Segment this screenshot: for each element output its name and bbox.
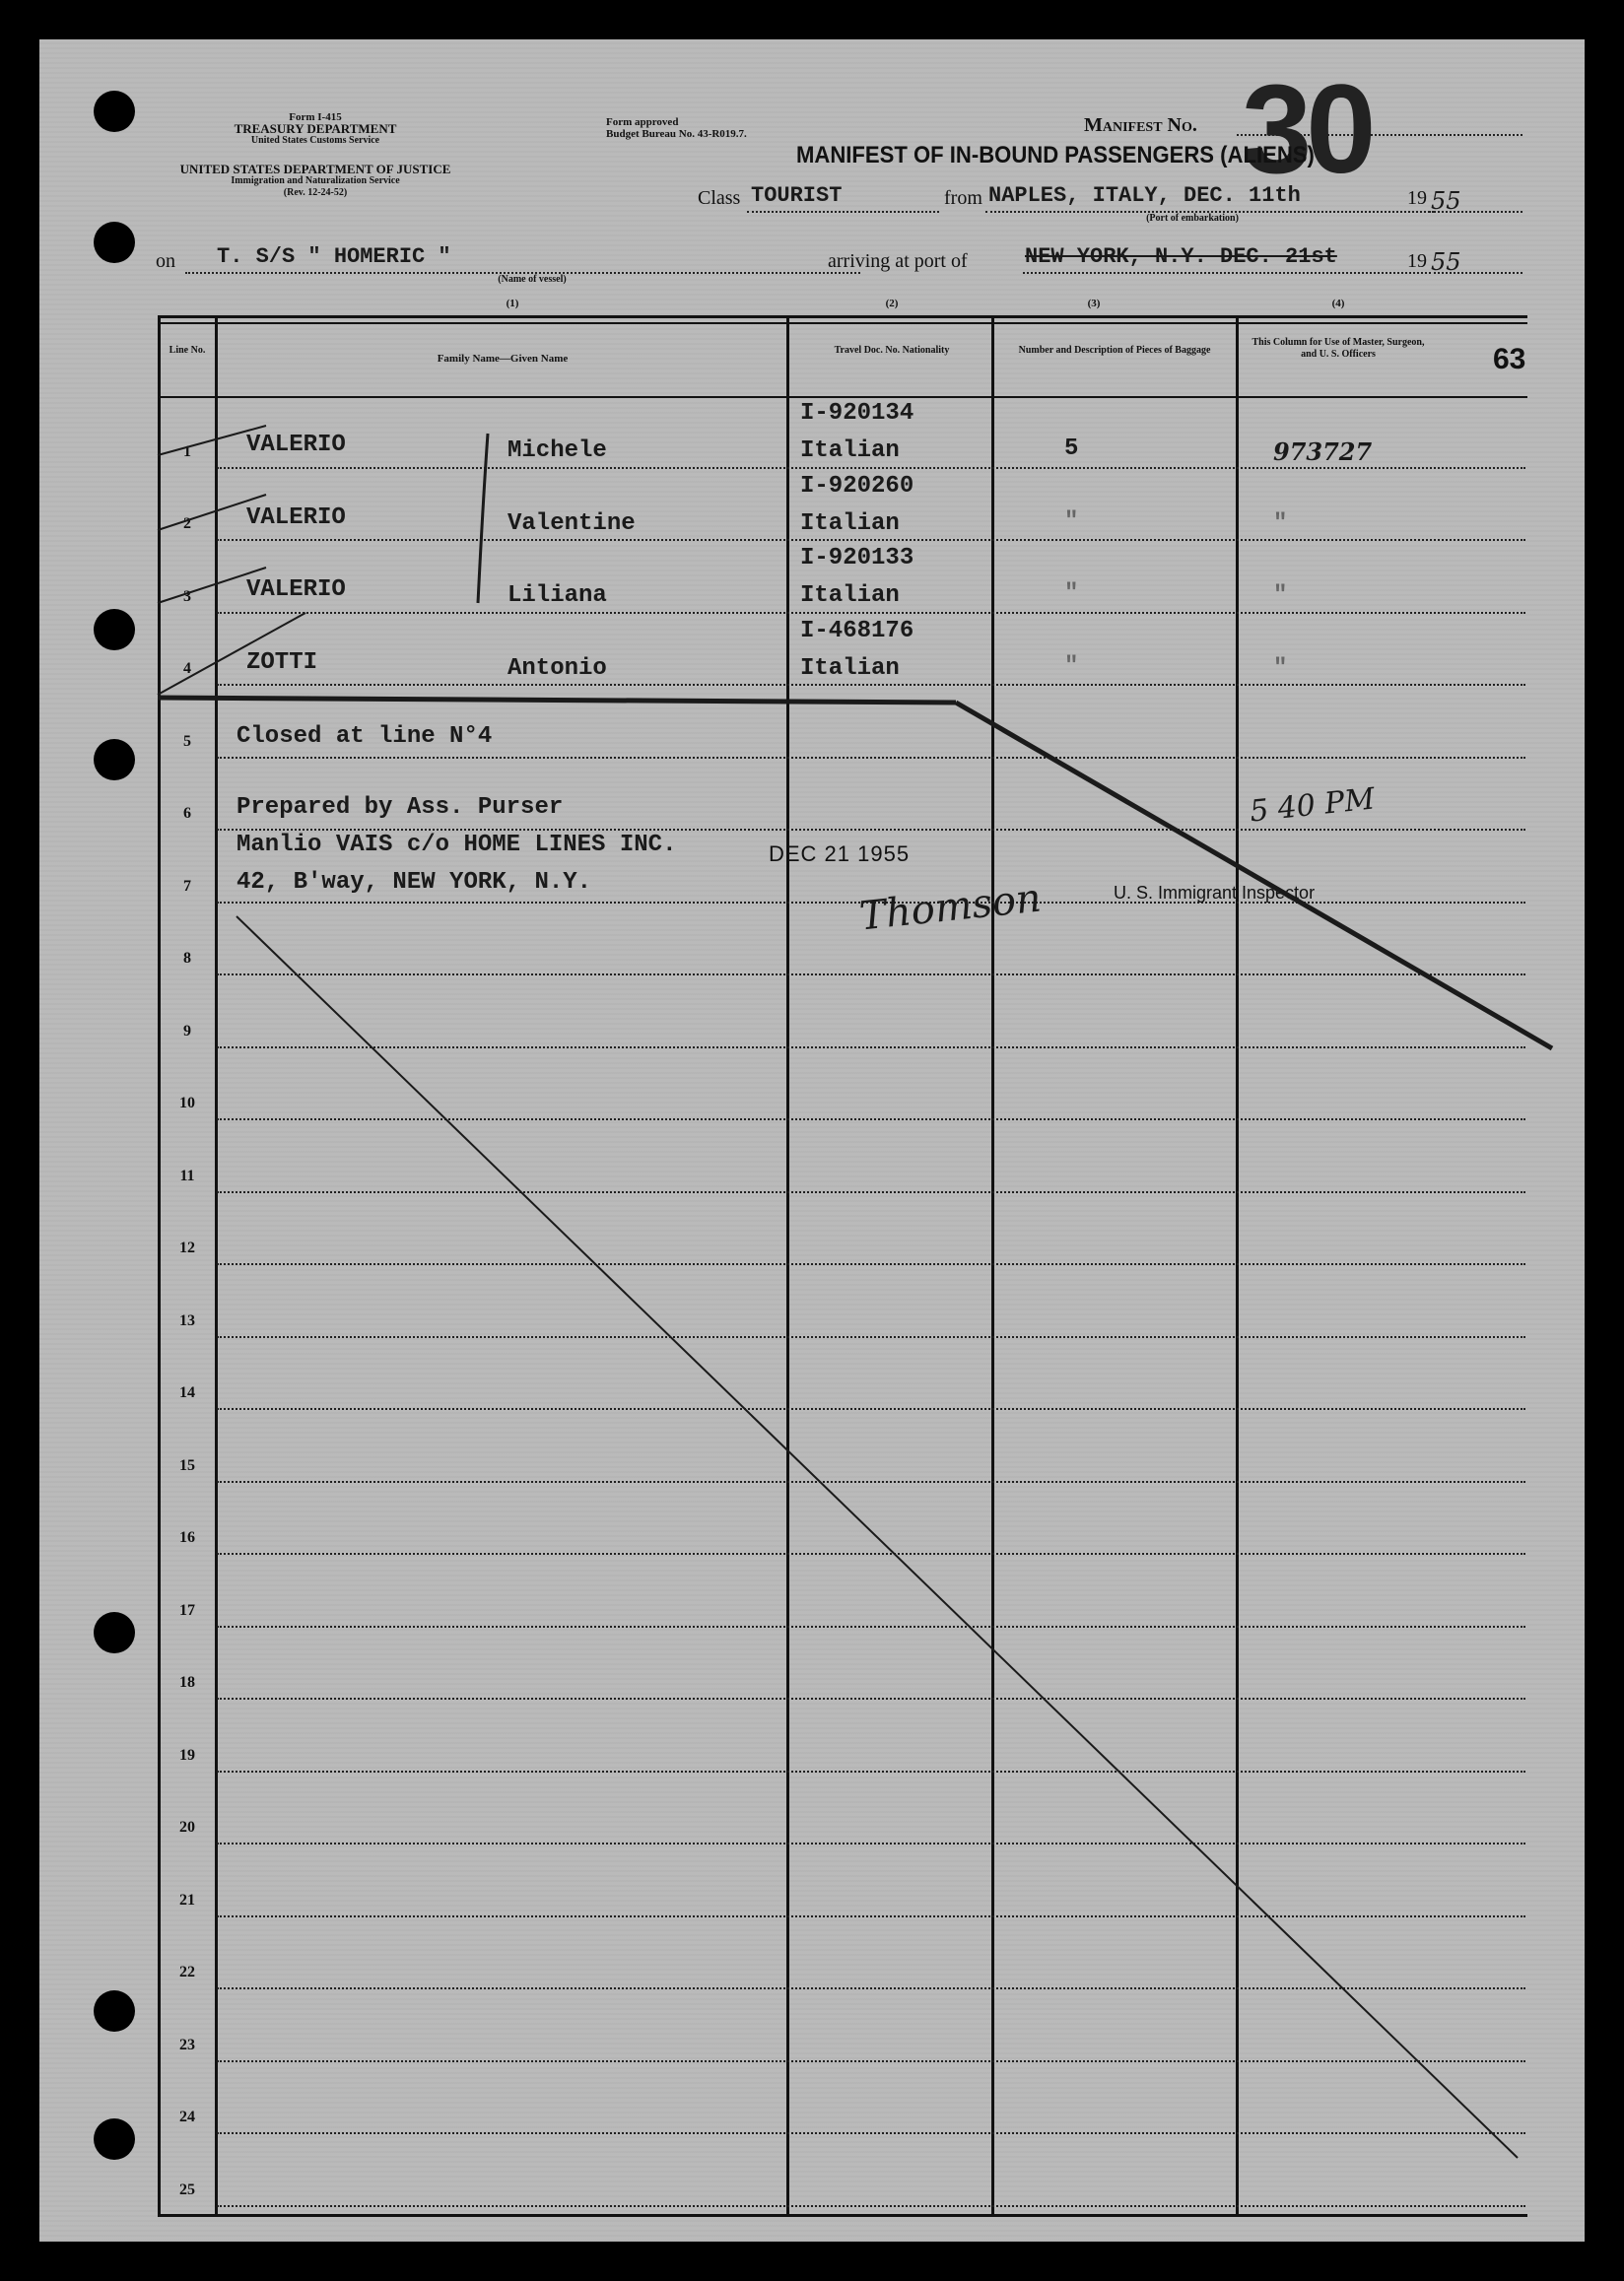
line-number: 12	[179, 1240, 195, 1256]
form-number: Form I-415 TREASURY DEPARTMENT United States Customs Service	[234, 111, 397, 146]
line-number: 24	[179, 2109, 195, 2125]
cancellation-strokes	[39, 39, 1585, 2242]
manifest-sheet	[39, 39, 1585, 2242]
baggage-count: "	[1064, 580, 1079, 607]
inspector-signature: Thomson	[857, 875, 1044, 940]
column-number: (3)	[1087, 298, 1101, 309]
arrival-year-prefix: 19	[1407, 250, 1427, 272]
class-label: Class	[698, 187, 741, 209]
vessel-name: T. S/S " HOMERIC "	[217, 244, 451, 269]
prepared-by: Prepared by Ass. Purser	[237, 794, 564, 821]
family-name: ZOTTI	[246, 648, 318, 676]
line-number: 7	[183, 877, 191, 895]
nationality: Italian	[800, 654, 900, 682]
on-label: on	[156, 250, 175, 272]
inspector-title: U. S. Immigrant Inspector	[1114, 883, 1316, 903]
line-number: 11	[179, 1167, 195, 1184]
baggage-count: "	[1064, 652, 1079, 680]
line-number: 6	[183, 805, 191, 822]
header-baggage: Number and Description of Pieces of Baggage	[1018, 345, 1211, 356]
line-number: 15	[179, 1456, 195, 1474]
family-name: VALERIO	[246, 432, 346, 458]
line-number: 8	[183, 950, 191, 967]
officer-note: "	[1273, 654, 1288, 682]
line-number: 13	[179, 1311, 195, 1329]
line-number: 1	[183, 442, 191, 460]
closed-at-line: Closed at line N°4	[237, 723, 493, 750]
travel-doc-number: I-920134	[800, 400, 914, 427]
line-number: 16	[179, 1529, 195, 1546]
line-number: 23	[179, 2036, 195, 2053]
column-number: (2)	[885, 298, 899, 309]
page-title: MANIFEST OF IN-BOUND PASSENGERS (ALIENS)	[796, 142, 1315, 168]
budget-approval: Form approved Budget Bureau No. 43-R019.7.	[606, 116, 747, 140]
line-number: 3	[183, 587, 191, 605]
baggage-count: 5	[1064, 436, 1079, 462]
line-number: 21	[179, 1891, 195, 1909]
manifest-number-stamp: 30	[1242, 59, 1371, 200]
arrival-time-note: 5 40 PM	[1248, 781, 1377, 830]
header-line-no: Line No.	[169, 345, 206, 356]
side-number: 63	[1493, 343, 1526, 375]
line-number: 5	[183, 732, 191, 750]
line-number: 20	[179, 1819, 195, 1836]
column-number: (4)	[1331, 298, 1345, 309]
inspection-date-stamp: DEC 21 1955	[769, 841, 911, 866]
from-label: from	[944, 187, 982, 209]
manifest-no-label: Manifest No.	[1084, 114, 1197, 136]
line-number: 9	[183, 1022, 191, 1040]
travel-doc-number: I-468176	[800, 617, 914, 644]
year-value: 55	[1431, 187, 1461, 215]
given-name: Liliana	[508, 582, 607, 609]
nationality: Italian	[800, 437, 900, 464]
officer-note: 973727	[1273, 437, 1373, 466]
given-name: Antonio	[508, 654, 607, 682]
arriving-label: arriving at port of	[828, 250, 968, 272]
embarkation-caption: (Port of embarkation)	[1146, 213, 1239, 224]
baggage-count: "	[1064, 507, 1079, 535]
line-number: 25	[179, 2180, 195, 2198]
year-prefix: 19	[1407, 187, 1427, 209]
travel-doc-number: I-920133	[800, 545, 914, 571]
header-family-name: Family Name—Given Name	[437, 353, 569, 365]
department-block: UNITED STATES DEPARTMENT OF JUSTICE Immigration and Naturalization Service (Rev. 12-24-52)	[179, 162, 451, 198]
vessel-caption: (Name of vessel)	[498, 274, 567, 285]
purser-name: Manlio VAIS c/o HOME LINES INC.	[237, 832, 677, 858]
line-number: 10	[179, 1095, 195, 1111]
header-officers: This Column for Use of Master, Surgeon, and U. S. Officers	[1252, 337, 1425, 360]
line-number: 14	[179, 1384, 195, 1401]
line-number: 18	[179, 1674, 195, 1691]
given-name: Michele	[508, 437, 607, 464]
nationality: Italian	[800, 582, 900, 609]
embarkation-port: NAPLES, ITALY, DEC. 11th	[988, 183, 1301, 208]
officer-note: "	[1273, 582, 1288, 609]
given-name: Valentine	[508, 509, 636, 537]
column-number: (1)	[506, 298, 519, 309]
header-travel-doc: Travel Doc. No. Nationality	[834, 345, 950, 356]
purser-address: 42, B'way, NEW YORK, N.Y.	[237, 869, 592, 896]
line-number: 4	[183, 660, 191, 677]
line-number: 2	[183, 515, 191, 532]
arrival-year-value: 55	[1431, 248, 1461, 276]
family-name: VALERIO	[246, 503, 346, 531]
line-number: 19	[179, 1746, 195, 1764]
officer-note: "	[1273, 509, 1288, 537]
line-number: 22	[179, 1964, 195, 1980]
line-number: 17	[179, 1601, 195, 1619]
travel-doc-number: I-920260	[800, 472, 914, 500]
arrival-port: NEW YORK, N.Y. DEC. 21st	[1025, 244, 1337, 269]
family-name: VALERIO	[246, 576, 346, 603]
class-value: TOURIST	[751, 183, 843, 208]
nationality: Italian	[800, 509, 900, 537]
